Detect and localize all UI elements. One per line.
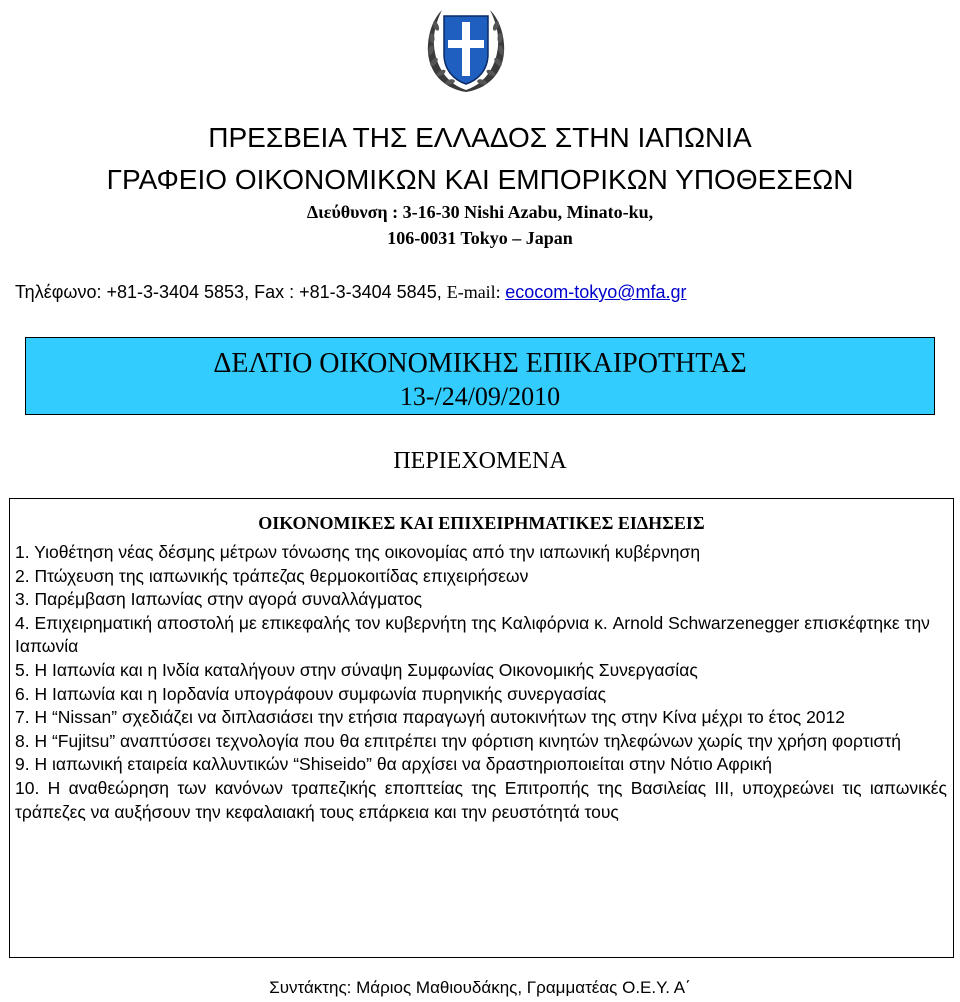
address-line-1: Διεύθυνση : 3-16-30 Nishi Azabu, Minato-ku, (306, 202, 654, 222)
list-item: 6. Η Ιαπωνία και η Ιορδανία υπογράφουν συμφωνία πυρηνικής συνεργασίας (15, 683, 607, 704)
contents-box (9, 498, 954, 958)
bulletin-banner (25, 337, 935, 415)
contents-list (15, 541, 947, 824)
list-item: 5. Η Ιαπωνία και η Ινδία καταλήγουν στην σύναψη Συμφωνίας Οικονομικής Συνεργασίας (15, 659, 698, 680)
section-title: ΟΙΚΟΝΟΜΙΚΕΣ ΚΑΙ ΕΠΙΧΕΙΡΗΜΑΤΙΚΕΣ ΕΙΔΗΣΕΙΣ (258, 513, 705, 533)
email-label: E-mail: (446, 282, 506, 302)
greek-coat-of-arms-emblem (420, 2, 512, 96)
list-item: 4. Επιχειρηματική αποστολή με επικεφαλής τον κυβερνήτη της Καλιφόρνια κ. Arnold Schwarzenegger επισκέφτηκε την Ιαπωνία (15, 612, 930, 657)
list-item: 8. Η “Fujitsu” αναπτύσσει τεχνολογία που θα επιτρέπει την φόρτιση κινητών τηλεφώνων χωρίς την χρήση φορτιστή (15, 730, 901, 751)
bulletin-date: 13-/24/09/2010 (399, 382, 561, 411)
email-link[interactable]: ecocom-tokyo@mfa.gr (505, 282, 687, 302)
contact-line (15, 282, 687, 303)
bulletin-title: ΔΕΛΤΙΟ ΟΙΚΟΝΟΜΙΚΗΣ ΕΠΙΚΑΙΡΟΤΗΤΑΣ (213, 348, 747, 379)
phone-fax-text: Τηλέφωνο: +81-3-3404 5853, Fax : +81-3-3404 5845, (15, 282, 447, 302)
list-item: 2. Πτώχευση της ιαπωνικής τράπεζας θερμοκοιτίδας επιχειρήσεων (15, 565, 529, 586)
office-title: ΓΡΑΦΕΙΟ ΟΙΚΟΝΟΜΙΚΩΝ ΚΑΙ ΕΜΠΟΡΙΚΩΝ ΥΠΟΘΕΣΕΩΝ (106, 164, 854, 195)
list-item: 9. Η ιαπωνική εταιρεία καλλυντικών “Shiseido” θα αρχίσει να δραστηριοποιείται στην Νότιο Αφρική (15, 754, 772, 775)
list-item: 7. Η “Nissan” σχεδιάζει να διπλασιάσει την ετήσια παραγωγή αυτοκινήτων της στην Κίνα μέχρι το έτος 2012 (15, 707, 846, 728)
list-item: 3. Παρέμβαση Ιαπωνίας στην αγορά συναλλάγματος (15, 589, 423, 610)
address-line-2: 106-0031 Tokyo – Japan (387, 228, 573, 248)
list-item: 1. Υιοθέτηση νέας δέσμης μέτρων τόνωσης της οικονομίας από την ιαπωνική κυβέρνηση (15, 542, 701, 562)
embassy-title: ΠΡΕΣΒΕΙΑ ΤΗΣ ΕΛΛΑΔΟΣ ΣΤΗΝ ΙΑΠΩΝΙΑ (208, 122, 752, 153)
list-item: 10. Η αναθεώρηση των κανόνων τραπεζικής εποπτείας της Επιτροπής της Βασιλείας ΙΙΙ, υποχρεώνει τις ιαπωνικές τράπεζες να αυξήσουν την κεφαλαιακή τους επάρκεια και την ρευστότητά τους (15, 777, 947, 822)
author-line: Συντάκτης: Μάριος Μαθιουδάκης, Γραμματέας Ο.Ε.Υ. Α΄ (269, 978, 691, 997)
contents-heading: ΠΕΡΙΕΧΟΜΕΝΑ (393, 448, 567, 474)
